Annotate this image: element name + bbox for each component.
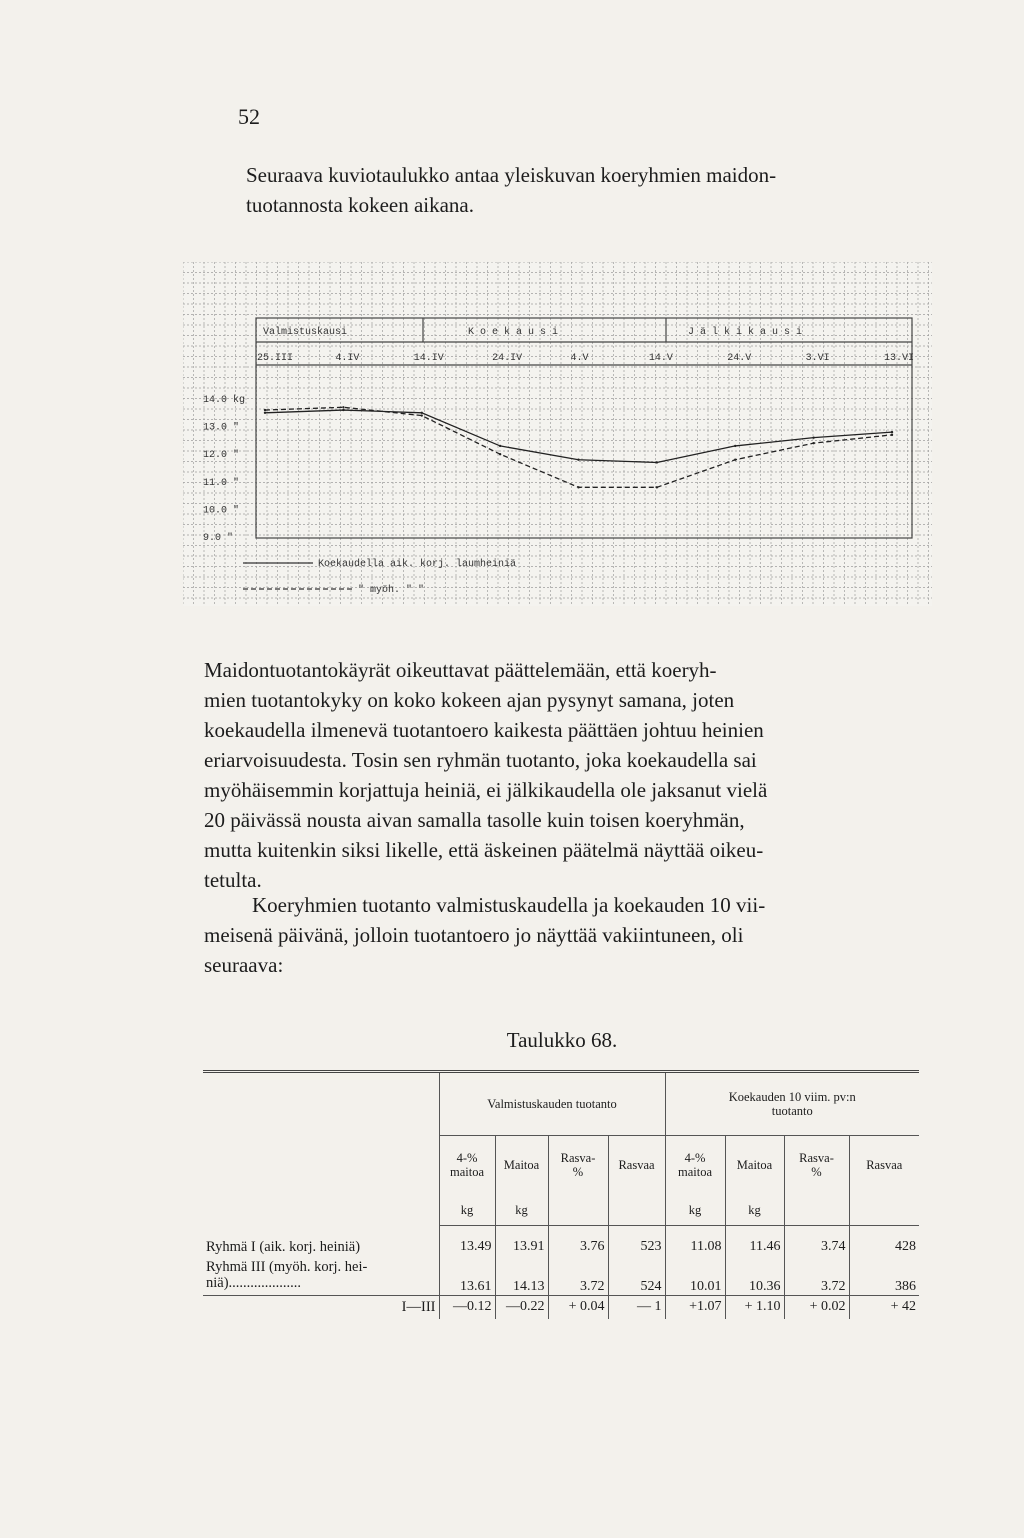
text-line: tuotannosta kokeen aikana. (246, 193, 475, 217)
data-point (421, 412, 423, 414)
chart-canvas (183, 262, 932, 606)
date-label: 13.VI (884, 353, 915, 364)
col-header-text: 4-% (456, 1151, 478, 1166)
unit-kg: kg (665, 1195, 725, 1225)
col-header-text: 4-% (684, 1151, 706, 1166)
table-cell: 386 (849, 1255, 919, 1295)
diff-row-label: I—III (203, 1295, 439, 1319)
col-header-milk4 (665, 1135, 725, 1195)
table-cell: + 0.02 (784, 1295, 849, 1319)
unit-kg: kg (439, 1195, 495, 1225)
col-header-milk: Maitoa (725, 1135, 784, 1195)
period-label: K o e k a u s i (468, 327, 559, 338)
data-point (342, 409, 344, 411)
legend-label: Koekaudella aik. korj. laumheiniä (318, 559, 517, 570)
empty-cell (784, 1195, 849, 1225)
empty-cell (203, 1135, 439, 1195)
group-header-line: Koekauden 10 viim. pv:n (728, 1089, 856, 1104)
intro-paragraph (246, 160, 918, 220)
date-label: 25.III (257, 353, 294, 364)
data-point (656, 461, 658, 463)
empty-cell (849, 1195, 919, 1225)
table-cell: +1.07 (665, 1295, 725, 1319)
data-point (577, 459, 579, 461)
data-point (656, 486, 658, 488)
data-point (812, 442, 814, 444)
date-label: 4.V (570, 353, 589, 364)
empty-cell (203, 1195, 439, 1225)
row-label-line: Ryhmä III (myöh. korj. hei- (206, 1258, 368, 1275)
text-line: myöhäisemmin korjattuja heiniä, ei jälkikaudella ole jaksanut vielä (204, 778, 768, 802)
y-axis-label: 12.0 " (203, 450, 240, 462)
data-point (891, 434, 893, 436)
data-point (734, 459, 736, 461)
col-header-text: Rasva- (560, 1151, 596, 1166)
period-label: J ä l k i k a u s i (688, 327, 803, 338)
table-cell: 11.46 (725, 1225, 784, 1255)
table-cell: 523 (608, 1225, 665, 1255)
milk-production-chart (183, 262, 932, 606)
col-header-fat: Rasvaa (849, 1135, 919, 1195)
empty-cell (548, 1195, 608, 1225)
row-label (203, 1255, 439, 1295)
text-line: Seuraava kuviotaulukko antaa yleiskuvan koeryhmien maidon- (246, 163, 777, 187)
empty-cell (608, 1195, 665, 1225)
table-cell: 3.72 (784, 1255, 849, 1295)
table-cell: 3.74 (784, 1225, 849, 1255)
table-cell: 3.76 (548, 1225, 608, 1255)
body-paragraph-2 (204, 890, 920, 980)
data-point (577, 486, 579, 488)
data-point (499, 453, 501, 455)
date-label: 4.IV (335, 353, 360, 364)
data-point (734, 445, 736, 447)
col-header-text: maitoa (677, 1165, 712, 1180)
data-point (264, 412, 266, 414)
text-line: mutta kuitenkin siksi likelle, että äskeinen päätelmä näyttää oikeu- (204, 838, 764, 862)
table-cell: 3.72 (548, 1255, 608, 1295)
col-header-text: Rasva- (799, 1151, 834, 1166)
table-cell: + 1.10 (725, 1295, 784, 1319)
text-line: mien tuotantokyky on koko kokeen ajan pysynyt samana, joten (204, 688, 735, 712)
data-point (421, 414, 423, 416)
date-label: 14.V (648, 353, 673, 364)
row-label: Ryhmä I (aik. korj. heiniä) (206, 1239, 361, 1255)
date-label: 14.IV (413, 353, 444, 364)
table-cell: 13.91 (495, 1225, 548, 1255)
table-cell: —0.22 (495, 1295, 548, 1319)
text-line: Koeryhmien tuotanto valmistuskaudella ja koekauden 10 vii- (252, 893, 766, 917)
table-cell: 10.36 (725, 1255, 784, 1295)
y-axis-label: 10.0 " (203, 505, 240, 517)
y-axis-label: 9.0 " (203, 533, 234, 544)
y-axis-label: 11.0 " (203, 477, 240, 489)
unit-kg: kg (495, 1195, 548, 1225)
col-header-text: % (811, 1165, 822, 1180)
page-number: 52 (238, 104, 260, 129)
col-header-text: % (572, 1165, 584, 1180)
col-header-fatpct (784, 1135, 849, 1195)
table-cell: 13.61 (439, 1255, 495, 1295)
chart-frame (256, 318, 915, 538)
col-header-milk4 (439, 1135, 495, 1195)
text-line: eriarvoisuudesta. Tosin sen ryhmän tuotanto, joka koekaudella sai (204, 748, 757, 772)
empty-cell (203, 1073, 439, 1135)
col-header-milk: Maitoa (495, 1135, 548, 1195)
series-line-1 (265, 410, 892, 462)
table-caption: Taulukko 68. (506, 1028, 618, 1052)
table-cell: 10.01 (665, 1255, 725, 1295)
table-cell: 13.49 (439, 1225, 495, 1255)
col-header-fat: Rasvaa (608, 1135, 665, 1195)
data-point (812, 436, 814, 438)
period-label: Valmistuskausi (263, 327, 348, 338)
text-line: tetulta. (204, 868, 262, 892)
col-header-text: maitoa (449, 1165, 484, 1180)
y-axis-label: 13.0 " (203, 422, 240, 434)
table-cell: 14.13 (495, 1255, 548, 1295)
group-header-preparatory: Valmistuskauden tuotanto (439, 1073, 665, 1135)
text-line: seuraava: (204, 953, 284, 977)
unit-kg: kg (725, 1195, 784, 1225)
data-point (891, 431, 893, 433)
date-label: 3.VI (805, 353, 830, 364)
table-cell: — 1 (608, 1295, 665, 1319)
date-label: 24.IV (492, 353, 523, 364)
data-point (499, 445, 501, 447)
data-point (264, 409, 266, 411)
data-point (342, 406, 344, 408)
table-cell: + 0.04 (548, 1295, 608, 1319)
y-axis-label: 14.0 kg (203, 395, 246, 406)
production-table (203, 1070, 919, 1319)
group-header-line: tuotanto (771, 1103, 813, 1118)
row-label-line: niä).................... (206, 1274, 302, 1291)
legend-label: " myöh. " " (358, 585, 425, 596)
table-cell: + 42 (849, 1295, 919, 1319)
text-line: koekaudella ilmenevä tuotantoero kaikesta päättäen johtuu heinien (204, 718, 764, 742)
body-paragraph-1 (204, 655, 920, 895)
table-cell: 11.08 (665, 1225, 725, 1255)
col-header-fatpct (548, 1135, 608, 1195)
text-line: meisenä päivänä, jolloin tuotantoero jo näyttää vakiintuneen, oli (204, 923, 744, 947)
text-line: 20 päivässä nousta aivan samalla tasolle kuin toisen koeryhmän, (204, 808, 745, 832)
text-line: Maidontuotantokäyrät oikeuttavat päättelemään, että koeryh- (204, 658, 717, 682)
table-cell: 524 (608, 1255, 665, 1295)
table-cell: —0.12 (439, 1295, 495, 1319)
table-cell: 428 (849, 1225, 919, 1255)
date-label: 24.V (727, 353, 752, 364)
group-header-experimental (665, 1073, 919, 1135)
